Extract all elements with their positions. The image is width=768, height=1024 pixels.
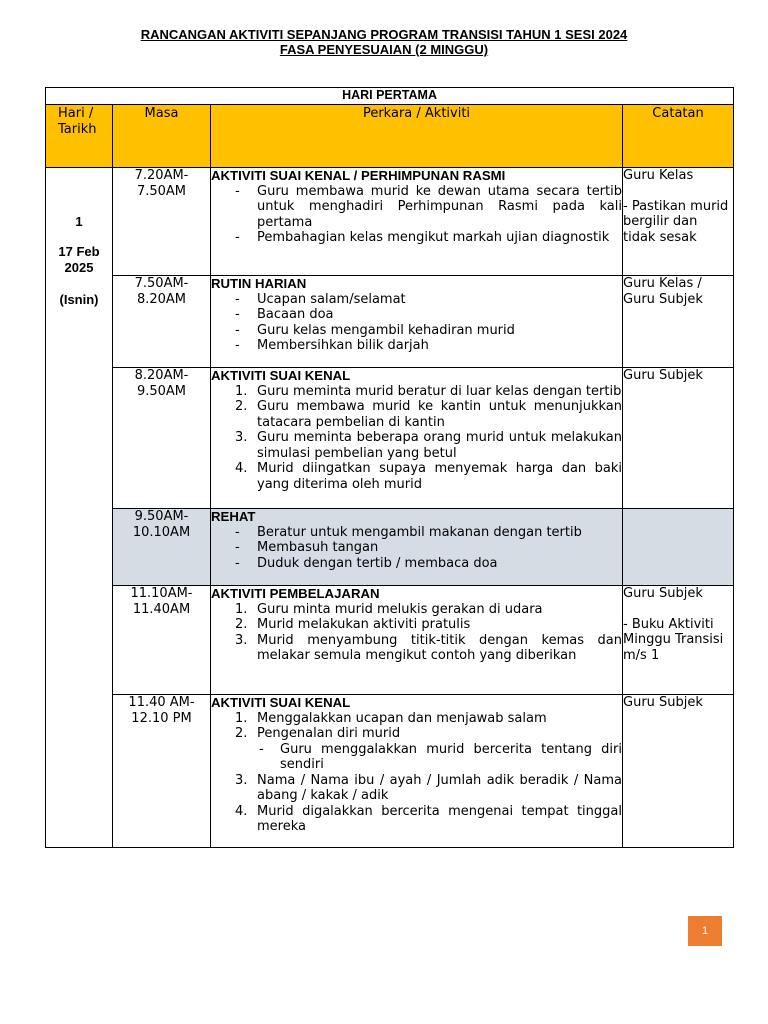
table-row-break bbox=[46, 509, 734, 586]
list-item: 4. Murid diingatkan supaya menyemak harga dan baki yang diterima oleh murid bbox=[235, 461, 622, 492]
list-item: 3. Guru meminta beberapa orang murid untuk melakukan simulasi pembelian yang betul bbox=[235, 430, 622, 461]
time-start: 8.20AM- bbox=[134, 368, 189, 383]
activity-title: AKTIVITI SUAI KENAL / PERHIMPUNAN RASMI bbox=[211, 168, 506, 183]
list-item: 4. Murid digalakkan bercerita mengenai tempat tinggal mereka bbox=[235, 803, 622, 834]
time-end: 10.10AM bbox=[132, 524, 191, 540]
notes-text: Guru Subjek bbox=[623, 368, 703, 383]
activity-title: REHAT bbox=[211, 509, 256, 524]
notes-cell bbox=[623, 168, 734, 276]
table-row bbox=[46, 586, 734, 695]
list-item: - Duduk dengan tertib / membaca doa bbox=[235, 555, 498, 571]
table-row bbox=[46, 695, 734, 848]
list-item: - Guru kelas mengambil kehadiran murid bbox=[235, 322, 515, 338]
list-item: 3. Murid menyambung titik-titik dengan kemas dan melakar semula mengikut contoh yang diberikan bbox=[235, 632, 622, 663]
time-end: 7.50AM bbox=[136, 183, 187, 199]
time-start: 7.20AM- bbox=[134, 168, 189, 183]
list-item: 2. Guru membawa murid ke kantin untuk menunjukkan tatacara pembelian di kantin bbox=[235, 399, 622, 430]
schedule-table bbox=[45, 87, 734, 848]
time-end: 8.20AM bbox=[136, 291, 187, 307]
activity-cell bbox=[211, 368, 623, 509]
time-cell bbox=[113, 368, 211, 509]
notes-cell bbox=[623, 276, 734, 368]
column-header-row bbox=[46, 105, 734, 168]
list-item: 2. Murid melakukan aktiviti pratulis bbox=[235, 617, 471, 632]
notes-text: Guru Subjek bbox=[623, 695, 703, 710]
day-date bbox=[46, 244, 112, 276]
list-item: - Membersihkan bilik darjah bbox=[235, 338, 429, 353]
time-cell bbox=[113, 586, 211, 695]
notes-text: Guru Kelas / Guru Subjek bbox=[623, 276, 703, 307]
notes-cell bbox=[623, 695, 734, 848]
notes-cell bbox=[623, 509, 734, 586]
list-item: 1. Menggalakkan ucapan dan menjawab salam bbox=[235, 710, 547, 726]
list-item: - Pembahagian kelas mengikut markah ujian diagnostik bbox=[235, 230, 610, 245]
list-item: - Ucapan salam/selamat bbox=[235, 291, 406, 307]
notes-detail: - Buku Aktiviti Minggu Transisi m/s 1 bbox=[623, 616, 724, 663]
page-number-badge: 1 bbox=[688, 916, 722, 946]
time-start: 11.40 AM- bbox=[128, 695, 195, 710]
list-item: 3. Nama / Nama ibu / ayah / Jumlah adik beradik / Nama abang / kakak / adik bbox=[235, 772, 622, 803]
day-cell bbox=[46, 168, 113, 848]
table-row bbox=[46, 276, 734, 368]
activity-cell bbox=[211, 586, 623, 695]
list-item: 2. Pengenalan diri murid - Guru menggalakkan murid bercerita tentang diri sendiri bbox=[235, 726, 622, 772]
time-end: 11.40AM bbox=[132, 601, 191, 617]
time-cell bbox=[113, 509, 211, 586]
list-item: 1. Guru minta murid melukis gerakan di udara bbox=[235, 601, 543, 617]
activity-cell bbox=[211, 509, 623, 586]
activity-title: AKTIVITI PEMBELAJARAN bbox=[211, 586, 380, 601]
notes-cell bbox=[623, 368, 734, 509]
time-start: 7.50AM- bbox=[134, 276, 189, 291]
time-cell bbox=[113, 168, 211, 276]
table-row bbox=[46, 368, 734, 509]
column-header-time: Masa bbox=[113, 105, 211, 168]
column-header-day bbox=[46, 105, 113, 168]
day-number: 1 bbox=[75, 214, 83, 229]
day-weekday: (Isnin) bbox=[59, 291, 99, 307]
activity-cell bbox=[211, 695, 623, 848]
sub-list-item: - Guru menggalakkan murid bercerita tentang diri sendiri bbox=[259, 741, 622, 772]
column-header-day-b: Tarikh bbox=[58, 121, 97, 137]
notes-text: Guru Subjek bbox=[623, 586, 703, 601]
activity-title: AKTIVITI SUAI KENAL bbox=[211, 695, 351, 710]
list-item: - Beratur untuk mengambil makanan dengan tertib bbox=[235, 524, 582, 540]
table-row bbox=[46, 168, 734, 276]
document-title bbox=[0, 27, 768, 57]
notes-detail: - Pastikan murid bergilir dan tidak sesak bbox=[623, 198, 729, 245]
activity-title: AKTIVITI SUAI KENAL bbox=[211, 368, 351, 383]
list-item: - Bacaan doa bbox=[235, 307, 334, 322]
column-header-day-a: Hari / bbox=[58, 106, 94, 121]
column-header-activity: Perkara / Aktiviti bbox=[211, 105, 623, 168]
time-cell bbox=[113, 276, 211, 368]
column-header-notes: Catatan bbox=[623, 105, 734, 168]
activity-cell bbox=[211, 276, 623, 368]
activity-title: RUTIN HARIAN bbox=[211, 276, 307, 291]
day-date-line1: 17 Feb bbox=[58, 243, 100, 259]
time-start: 11.10AM- bbox=[130, 586, 193, 601]
list-item: - Guru membawa murid ke dewan utama secara tertib untuk menghadiri Perhimpunan Rasmi pada kali pertama bbox=[235, 183, 622, 230]
list-item: - Membasuh tangan bbox=[235, 540, 379, 555]
title-line-2: FASA PENYESUAIAN (2 MINGGU) bbox=[279, 42, 489, 57]
list-item: 1. Guru meminta murid beratur di luar kelas dengan tertib bbox=[235, 383, 622, 399]
time-start: 9.50AM- bbox=[134, 509, 189, 524]
notes-text: Guru Kelas bbox=[623, 168, 694, 183]
activity-cell bbox=[211, 168, 623, 276]
time-end: 12.10 PM bbox=[131, 710, 192, 726]
day-header: HARI PERTAMA bbox=[46, 88, 734, 105]
notes-cell bbox=[623, 586, 734, 695]
time-cell bbox=[113, 695, 211, 848]
time-end: 9.50AM bbox=[136, 383, 187, 399]
day-date-line2: 2025 bbox=[64, 259, 94, 275]
title-line-1: RANCANGAN AKTIVITI SEPANJANG PROGRAM TRANSISI TAHUN 1 SESI 2024 bbox=[140, 27, 628, 42]
